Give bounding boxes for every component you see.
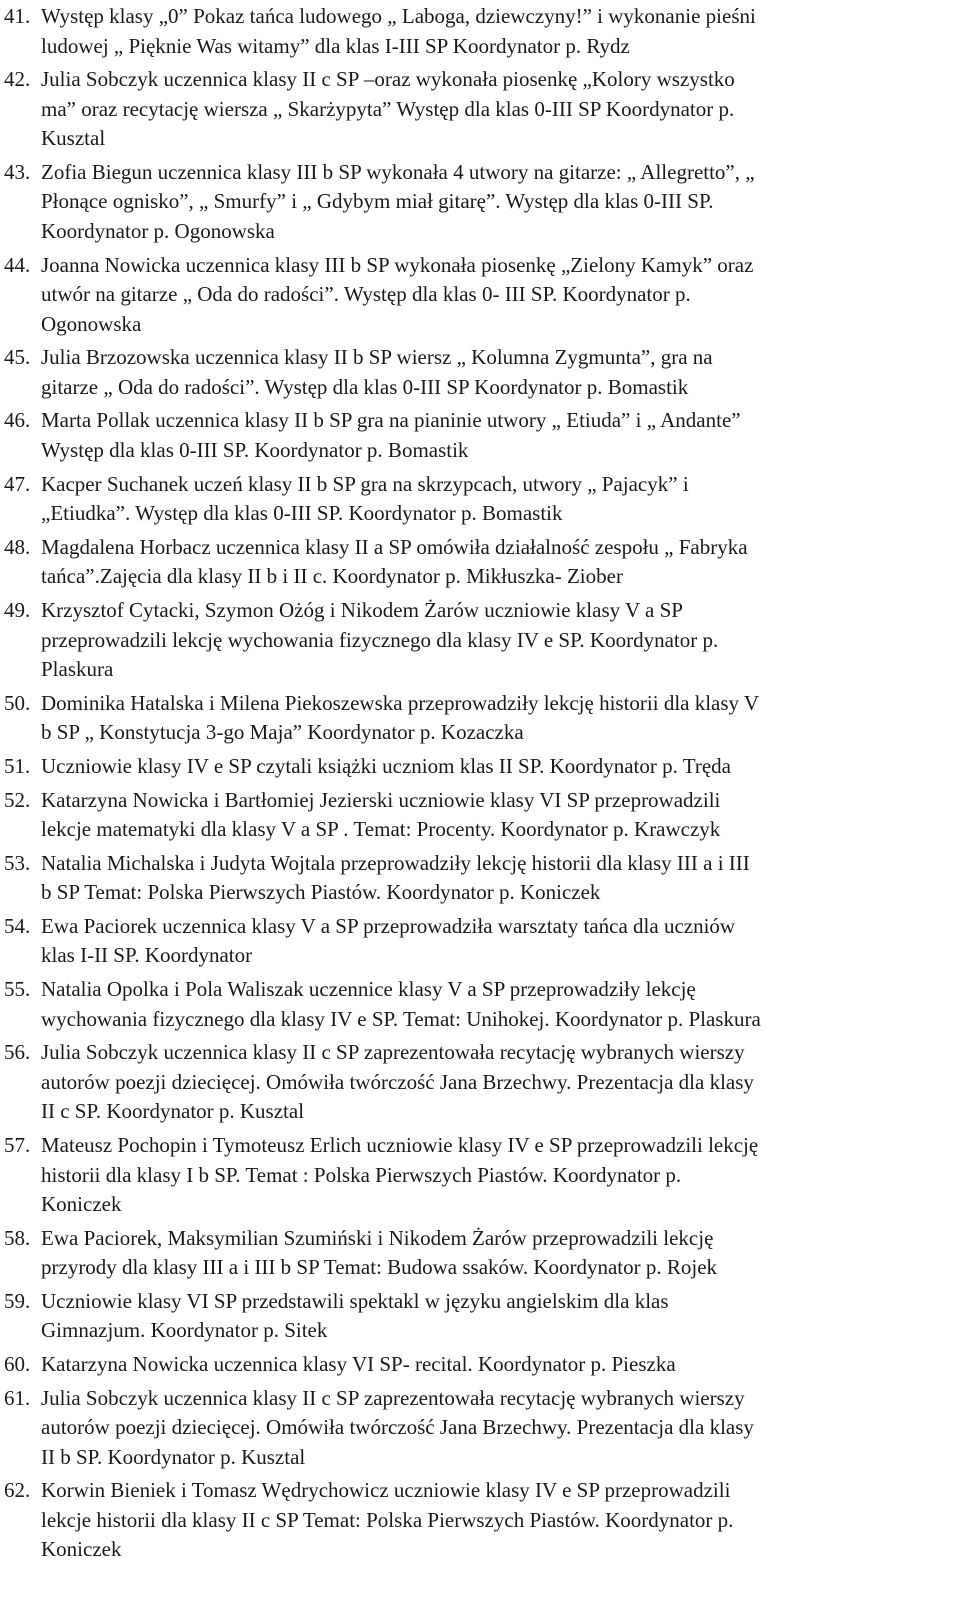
list-item — [0, 158, 945, 247]
item-number: 50. — [4, 690, 31, 715]
item-text-line: Ewa Paciorek uczennica klasy V a SP przeprowadziła warsztaty tańca dla uczniów — [41, 913, 736, 938]
item-text-line: przyrody dla klasy III a i III b SP Temat: Budowa ssaków. Koordynator p. Rojek — [41, 1255, 718, 1280]
item-text-line: Natalia Michalska i Judyta Wojtala przeprowadziły lekcję historii dla klasy III a i III — [41, 850, 750, 875]
item-text-line: Gimnazjum. Koordynator p. Sitek — [41, 1318, 328, 1343]
list-item — [0, 1384, 945, 1473]
list-item — [0, 1287, 945, 1346]
item-number: 55. — [4, 977, 31, 1002]
item-text-line: tańca”.Zajęcia dla klasy II b i II c. Koordynator p. Mikłuszka- Ziober — [41, 564, 623, 589]
item-number: 44. — [4, 252, 31, 277]
item-text-line: b SP „ Konstytucja 3-go Maja” Koordynator p. Kozaczka — [41, 720, 524, 745]
item-text-line: Katarzyna Nowicka uczennica klasy VI SP- recital. Koordynator p. Pieszka — [41, 1352, 676, 1377]
list-item — [0, 752, 945, 782]
list-item — [0, 596, 945, 685]
item-text-line: Plaskura — [41, 657, 114, 681]
item-number: 56. — [4, 1040, 31, 1065]
item-number: 48. — [4, 534, 31, 559]
item-text-line: Ewa Paciorek, Maksymilian Szumiński i Nikodem Żarów przeprowadzili lekcję — [41, 1225, 714, 1250]
item-number: 41. — [4, 4, 31, 28]
item-text-line: wychowania fizycznego dla klasy IV e SP. Temat: Unihokej. Koordynator p. Plaskura — [41, 1006, 761, 1031]
item-text-line: Dominika Hatalska i Milena Piekoszewska przeprowadziły lekcję historii dla klasy V — [41, 690, 760, 715]
item-text-line: Koniczek — [41, 1537, 122, 1562]
item-number: 51. — [4, 753, 31, 778]
item-text-line: Kacper Suchanek uczeń klasy II b SP gra na skrzypcach, utwory „ Pajacyk” i — [41, 471, 689, 496]
item-number: 43. — [4, 159, 31, 184]
list-item — [0, 65, 945, 154]
item-number: 57. — [4, 1133, 31, 1157]
item-text-line: utwór na gitarze „ Oda do radości”. Występ dla klas 0- III SP. Koordynator p. — [41, 282, 691, 307]
item-text-line: II c SP. Koordynator p. Kusztal — [41, 1099, 305, 1124]
item-number: 42. — [4, 67, 31, 92]
list-item — [0, 912, 945, 971]
item-text-line: Magdalena Horbacz uczennica klasy II a SP omówiła działalność zespołu „ Fabryka — [41, 534, 748, 559]
item-number: 61. — [4, 1385, 31, 1410]
item-text-line: „Etiudka”. Występ dla klas 0-III SP. Koordynator p. Bomastik — [41, 501, 563, 526]
item-number: 52. — [4, 787, 31, 812]
item-number: 49. — [4, 598, 31, 622]
item-text-line: Natalia Opolka i Pola Waliszak uczennice klasy V a SP przeprowadziły lekcję — [41, 977, 696, 1002]
list-item — [0, 1038, 945, 1127]
item-text-line: Julia Sobczyk uczennica klasy II c SP zaprezentowała recytację wybranych wierszy — [41, 1385, 745, 1410]
item-text-line: lekcje matematyki dla klasy V a SP . Temat: Procenty. Koordynator p. Krawczyk — [41, 817, 721, 842]
item-text-line: lekcje historii dla klasy II c SP Temat: Polska Pierwszych Piastów. Koordynator p. — [41, 1507, 734, 1532]
item-text-line: Zofia Biegun uczennica klasy III b SP wykonała 4 utwory na gitarze: „ Allegretto”, „ — [41, 159, 755, 184]
list-item — [0, 533, 945, 592]
item-number: 46. — [4, 408, 31, 433]
list-item — [0, 1224, 945, 1283]
item-text-line: autorów poezji dziecięcej. Omówiła twórczość Jana Brzechwy. Prezentacja dla klasy — [41, 1415, 754, 1440]
item-text-line: II b SP. Koordynator p. Kusztal — [41, 1444, 306, 1469]
list-item — [0, 1131, 945, 1220]
list-item — [0, 406, 945, 465]
item-number: 54. — [4, 913, 31, 938]
item-text-line: Kusztal — [41, 126, 106, 151]
list-item — [0, 689, 945, 748]
item-text-line: Korwin Bieniek i Tomasz Wędrychowicz uczniowie klasy IV e SP przeprowadzili — [41, 1478, 731, 1503]
item-text-line: b SP Temat: Polska Pierwszych Piastów. Koordynator p. Koniczek — [41, 880, 601, 905]
list-item — [0, 470, 945, 529]
item-text-line: Marta Pollak uczennica klasy II b SP gra na pianinie utwory „ Etiuda” i „ Andante” — [41, 408, 741, 433]
list-item — [0, 343, 945, 402]
item-text-line: Uczniowie klasy VI SP przedstawili spektakl w języku angielskim dla klas — [41, 1288, 669, 1313]
item-text-line: Występ klasy „0” Pokaz tańca ludowego „ Laboga, dziewczyny!” i wykonanie pieśni — [41, 4, 756, 28]
item-number: 60. — [4, 1352, 31, 1377]
item-text-line: Julia Sobczyk uczennica klasy II c SP –oraz wykonała piosenkę „Kolory wszystko — [41, 67, 735, 92]
item-text-line: Występ dla klas 0-III SP. Koordynator p. Bomastik — [41, 437, 469, 462]
list-item — [0, 1476, 945, 1565]
activity-list — [0, 2, 945, 1569]
item-text-line: gitarze „ Oda do radości”. Występ dla klas 0-III SP Koordynator p. Bomastik — [41, 374, 689, 399]
item-text-line: autorów poezji dziecięcej. Omówiła twórczość Jana Brzechwy. Prezentacja dla klasy — [41, 1069, 754, 1094]
item-text-line: ludowej „ Pięknie Was witamy” dla klas I-III SP Koordynator p. Rydz — [41, 33, 630, 58]
item-number: 59. — [4, 1288, 31, 1313]
item-number: 58. — [4, 1225, 31, 1250]
list-item — [0, 975, 945, 1034]
item-text-line: historii dla klasy I b SP. Temat : Polska Pierwszych Piastów. Koordynator p. — [41, 1162, 682, 1187]
item-text-line: Koniczek — [41, 1192, 122, 1216]
item-text-line: Krzysztof Cytacki, Szymon Ożóg i Nikodem Żarów uczniowie klasy V a SP — [41, 598, 683, 622]
item-text-line: Płonące ognisko”, „ Smurfy” i „ Gdybym miał gitarę”. Występ dla klas 0-III SP. — [41, 189, 714, 214]
list-item — [0, 2, 945, 61]
item-text-line: Julia Sobczyk uczennica klasy II c SP zaprezentowała recytację wybranych wierszy — [41, 1040, 745, 1065]
item-text-line: Joanna Nowicka uczennica klasy III b SP wykonała piosenkę „Zielony Kamyk” oraz — [41, 252, 754, 277]
item-text-line: Ogonowska — [41, 311, 142, 336]
list-item — [0, 849, 945, 908]
item-number: 62. — [4, 1478, 31, 1503]
item-number: 53. — [4, 850, 31, 875]
item-text-line: przeprowadzili lekcję wychowania fizycznego dla klasy IV e SP. Koordynator p. — [41, 627, 719, 652]
item-text-line: Mateusz Pochopin i Tymoteusz Erlich uczniowie klasy IV e SP przeprowadzili lekcję — [41, 1133, 759, 1157]
item-text-line: ma” oraz recytację wiersza „ Skarżypyta” Występ dla klas 0-III SP Koordynator p. — [41, 96, 735, 121]
list-item — [0, 786, 945, 845]
item-number: 45. — [4, 345, 31, 370]
item-text-line: Katarzyna Nowicka i Bartłomiej Jezierski uczniowie klasy VI SP przeprowadzili — [41, 787, 721, 812]
item-text-line: Uczniowie klasy IV e SP czytali książki uczniom klas II SP. Koordynator p. Tręda — [41, 753, 731, 778]
list-item — [0, 1350, 945, 1380]
item-number: 47. — [4, 471, 31, 496]
item-text-line: Julia Brzozowska uczennica klasy II b SP wiersz „ Kolumna Zygmunta”, gra na — [41, 345, 713, 370]
item-text-line: klas I-II SP. Koordynator — [41, 943, 253, 968]
list-item — [0, 251, 945, 340]
item-text-line: Koordynator p. Ogonowska — [41, 218, 275, 243]
